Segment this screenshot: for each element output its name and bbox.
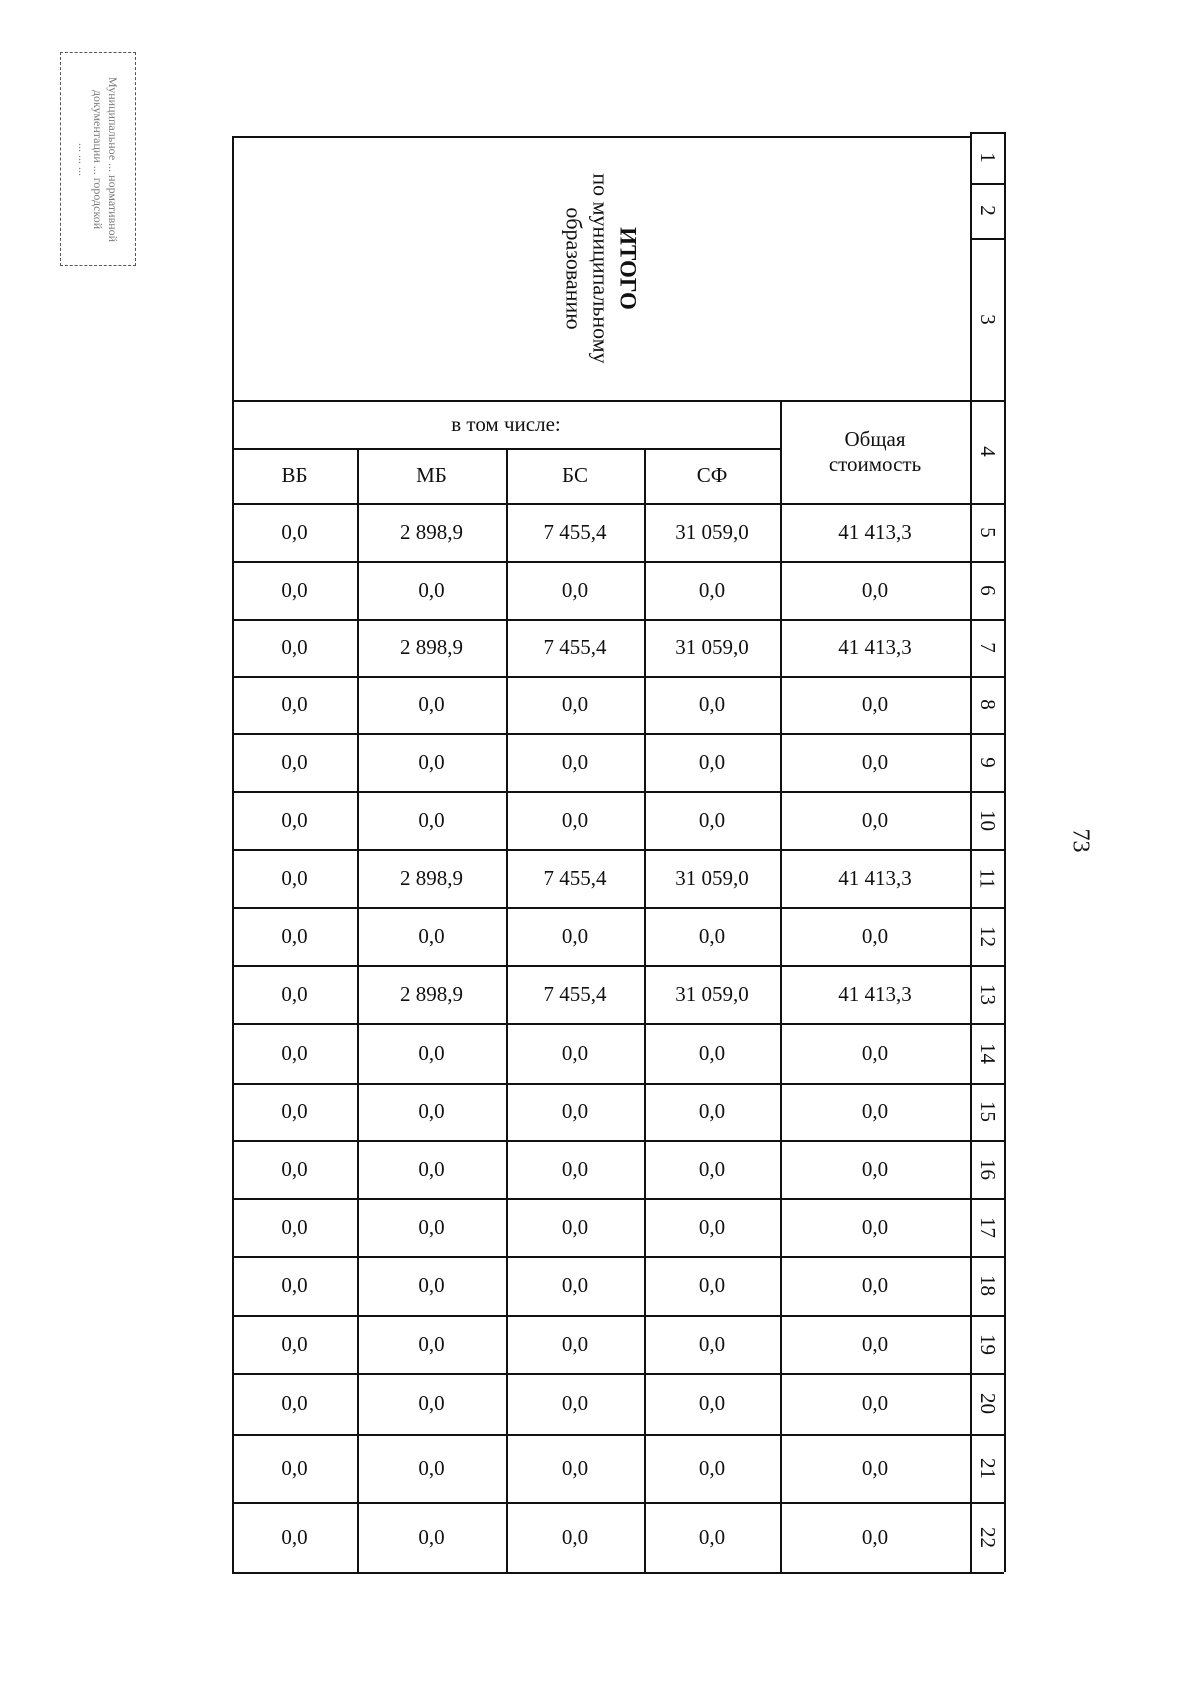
in-that-number-label: в том числе: [451, 411, 561, 436]
table-cell-sf: 0,0 [698, 1455, 726, 1480]
row-number [970, 965, 1004, 1023]
column-number-text: 2 [975, 205, 1000, 216]
row-number [970, 1198, 1004, 1256]
column-number-text: 4 [975, 446, 1000, 457]
table-cell-sf: 0,0 [698, 807, 726, 832]
column-header-sf: СФ [696, 463, 728, 487]
row-number [970, 503, 1004, 561]
table-cell-mb: 2 898,9 [400, 635, 463, 659]
table-cell-mb: 0,0 [418, 1099, 445, 1123]
table-cell-mb: 0,0 [418, 1524, 445, 1549]
table-cell-bs: 7 455,4 [543, 981, 607, 1006]
table-cell-sf: 0,0 [698, 749, 726, 774]
table-cell-vb: 0,0 [281, 692, 308, 716]
table-cell-vb: 0,0 [281, 923, 308, 948]
row-number [970, 1434, 1004, 1502]
row-number-text: 12 [975, 925, 1000, 947]
table-cell-bs: 0,0 [561, 807, 589, 832]
total-cost-header: Общая стоимость [828, 426, 922, 476]
table-cell-mb: 0,0 [418, 1455, 445, 1480]
table-cell-sf: 31 059,0 [675, 635, 749, 659]
table-cell-vb: 0,0 [281, 1455, 308, 1480]
table-cell-total: 0,0 [861, 1273, 889, 1297]
table-cell-total: 0,0 [861, 1214, 889, 1239]
table-cell-bs: 0,0 [561, 749, 589, 774]
table-cell-total: 0,0 [861, 1156, 889, 1181]
stamp-line: документации ... городской [91, 89, 106, 229]
table-cell-bs: 0,0 [561, 1524, 589, 1549]
table-cell-sf: 0,0 [698, 923, 726, 948]
table-cell-vb: 0,0 [281, 981, 308, 1006]
table-border-right [1004, 132, 1006, 1572]
table-cell-vb: 0,0 [281, 1040, 308, 1065]
table-cell-bs: 0,0 [561, 1214, 589, 1239]
table-cell-vb: 0,0 [281, 1331, 308, 1356]
row-number [970, 791, 1004, 849]
table-cell-mb: 0,0 [418, 1156, 445, 1181]
table-cell-sf: 0,0 [698, 1273, 726, 1297]
title-line: по муниципальному [588, 172, 614, 364]
table-cell-total: 0,0 [861, 692, 889, 716]
table-cell-total: 41 413,3 [838, 981, 912, 1006]
table-cell-sf: 0,0 [698, 1391, 726, 1415]
row-number-text: 8 [975, 699, 1000, 710]
table-cell-vb: 0,0 [281, 635, 308, 659]
approval-stamp [60, 52, 136, 266]
section-title [561, 173, 642, 363]
row-number-text: 10 [975, 809, 1000, 831]
row-number-text: 5 [975, 526, 1000, 538]
table-cell-sf: 0,0 [698, 1214, 726, 1239]
table-cell-total: 0,0 [861, 1391, 889, 1415]
table-cell-mb: 0,0 [418, 923, 445, 948]
table-cell-mb: 2 898,9 [400, 981, 463, 1006]
table-cell-bs: 0,0 [561, 923, 589, 948]
table-cell-bs: 7 455,4 [543, 865, 607, 890]
stamp-line: Муниципальное ... нормативной [106, 76, 121, 242]
row-number-text: 6 [975, 584, 1000, 596]
row-number-text: 18 [975, 1275, 1000, 1296]
column-number [970, 400, 1004, 503]
stamp-text [76, 76, 121, 241]
table-cell-vb: 0,0 [281, 807, 308, 832]
row-number-text: 14 [975, 1042, 1000, 1064]
table-cell-total: 0,0 [861, 577, 889, 602]
row-number [970, 1256, 1004, 1315]
table-cell-mb: 0,0 [418, 1331, 445, 1356]
table-cell-total: 0,0 [861, 1099, 889, 1123]
row-number-text: 13 [975, 983, 1000, 1005]
row-number [970, 733, 1004, 791]
row-number [970, 619, 1004, 676]
column-number [970, 183, 1004, 238]
title-line: ИТОГО [615, 226, 641, 310]
row-number-text: 16 [975, 1158, 1000, 1180]
row-number-text: 11 [975, 867, 1000, 889]
table-cell-vb: 0,0 [281, 1273, 308, 1297]
column-header-bs: БС [562, 463, 588, 487]
row-number-text: 20 [975, 1393, 1000, 1414]
stamp-line: ... ... ... [76, 142, 91, 176]
table-cell-mb: 0,0 [418, 1214, 445, 1239]
table-cell-bs: 7 455,4 [543, 519, 607, 544]
table-cell-vb: 0,0 [281, 1156, 308, 1181]
table-cell-mb: 0,0 [418, 749, 445, 774]
column-header-vb: ВБ [281, 463, 308, 487]
table-cell-vb: 0,0 [281, 1524, 308, 1549]
table-cell-total: 0,0 [861, 1455, 889, 1480]
table-cell-mb: 0,0 [418, 577, 445, 602]
row-number [970, 561, 1004, 619]
page-number: 73 [1067, 828, 1094, 852]
table-cell-bs: 7 455,4 [543, 635, 607, 659]
table-cell-sf: 0,0 [698, 1040, 726, 1065]
table-cell-total: 0,0 [861, 749, 889, 774]
table-cell-bs: 0,0 [561, 1040, 589, 1065]
table-cell-total: 0,0 [861, 1331, 889, 1356]
table-cell-vb: 0,0 [281, 1391, 308, 1415]
table-cell-vb: 0,0 [281, 1099, 308, 1123]
table-cell-sf: 0,0 [698, 1331, 726, 1356]
table-cell-sf: 0,0 [698, 1524, 726, 1549]
row-divider [232, 1572, 1004, 1574]
column-number-text: 3 [975, 313, 1000, 325]
table-cell-mb: 2 898,9 [400, 865, 463, 890]
table-cell-bs: 0,0 [561, 1455, 589, 1480]
row-number [970, 1315, 1004, 1373]
table-cell-mb: 0,0 [418, 692, 445, 716]
table-cell-sf: 0,0 [698, 1099, 726, 1123]
row-number [970, 676, 1004, 733]
table-cell-total: 41 413,3 [838, 519, 912, 544]
row-number-text: 19 [975, 1333, 1000, 1355]
row-number [970, 1083, 1004, 1140]
table-cell-bs: 0,0 [561, 1273, 589, 1297]
table-cell-total: 41 413,3 [838, 865, 912, 890]
table-cell-total: 0,0 [861, 923, 889, 948]
row-number [970, 1502, 1004, 1572]
table-cell-mb: 0,0 [418, 1040, 445, 1065]
table-cell-sf: 31 059,0 [675, 519, 749, 544]
table-cell-vb: 0,0 [281, 865, 308, 890]
table-cell-mb: 0,0 [418, 1391, 445, 1415]
row-number [970, 1023, 1004, 1083]
row-number-text: 22 [975, 1526, 1000, 1548]
row-number-text: 7 [975, 642, 1000, 653]
row-number [970, 849, 1004, 907]
table-cell-total: 41 413,3 [838, 635, 912, 659]
table-cell-bs: 0,0 [561, 577, 589, 602]
row-number-text: 17 [975, 1216, 1000, 1238]
row-number [970, 1373, 1004, 1434]
row-number-text: 21 [975, 1457, 1000, 1479]
table-cell-sf: 0,0 [698, 1156, 726, 1181]
table-cell-vb: 0,0 [281, 1214, 308, 1239]
table-cell-bs: 0,0 [561, 1156, 589, 1181]
row-number-text: 9 [975, 756, 1000, 768]
column-number [970, 238, 1004, 400]
title-line: образованию [561, 206, 587, 330]
column-number [970, 132, 1004, 183]
table-cell-sf: 31 059,0 [675, 865, 749, 890]
table-cell-sf: 0,0 [698, 692, 726, 716]
table-cell-total: 0,0 [861, 1524, 889, 1549]
row-number-text: 15 [975, 1101, 1000, 1122]
table-cell-mb: 2 898,9 [400, 519, 463, 544]
table-cell-sf: 0,0 [698, 577, 726, 602]
table-cell-total: 0,0 [861, 1040, 889, 1065]
table-cell-bs: 0,0 [561, 692, 589, 716]
table-cell-bs: 0,0 [561, 1391, 589, 1415]
title-block [232, 136, 970, 400]
table-cell-mb: 0,0 [418, 1273, 445, 1297]
table-cell-bs: 0,0 [561, 1331, 589, 1356]
column-number-text: 1 [975, 152, 1000, 163]
table-cell-bs: 0,0 [561, 1099, 589, 1123]
row-number [970, 1140, 1004, 1198]
table-cell-vb: 0,0 [281, 577, 308, 602]
table-cell-vb: 0,0 [281, 749, 308, 774]
table-cell-vb: 0,0 [281, 519, 308, 544]
table-cell-mb: 0,0 [418, 807, 445, 832]
row-number [970, 907, 1004, 965]
column-header-mb: МБ [416, 463, 447, 487]
table-cell-sf: 31 059,0 [675, 981, 749, 1006]
table-cell-total: 0,0 [861, 807, 889, 832]
